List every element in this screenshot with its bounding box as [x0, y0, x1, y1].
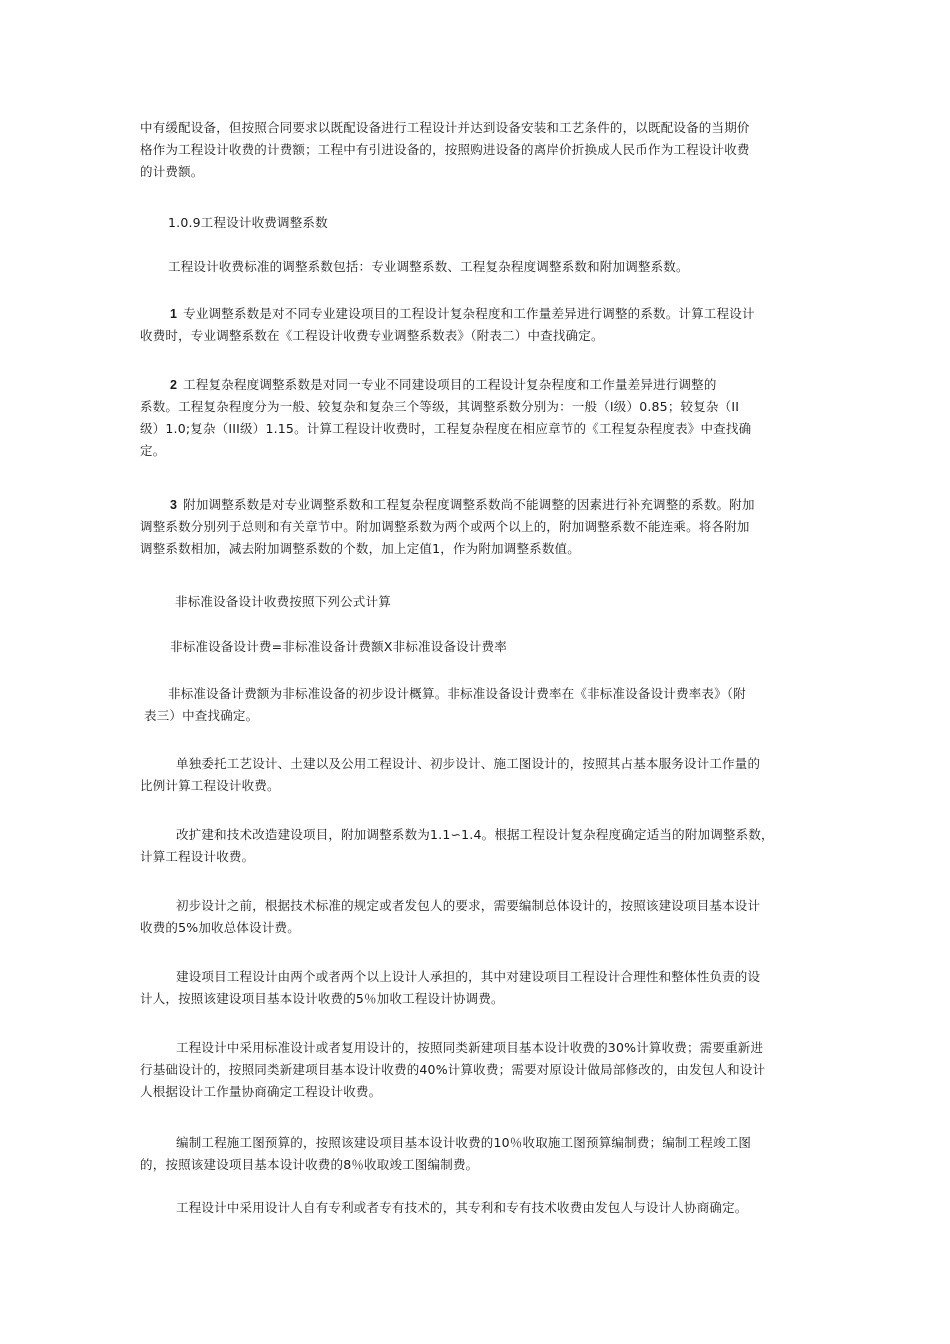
text-line: 的计费额。 — [140, 164, 204, 179]
paragraph-overall-design — [140, 895, 760, 939]
text-line: 工程复杂程度调整系数是对同一专业不同建设项目的工程设计复杂程度和工作量差异进行调整的 — [183, 377, 717, 392]
paragraph-nonstandard-intro: 非标准设备设计收费按照下列公式计算 — [175, 594, 391, 609]
text-line: 非标准设备计费额为非标准设备的初步设计概算。非标准设备设计费率在《非标准设备设计费率表》（附 — [168, 686, 746, 701]
text-line: 定。 — [140, 443, 166, 458]
item-number: 3 — [170, 498, 178, 512]
paragraph-equipment-fee-basis — [140, 117, 750, 183]
text-line: 调整系数分别列于总则和有关章节中。附加调整系数为两个或两个以上的，附加调整系数不能连乘。将各附加 — [140, 519, 750, 534]
text-line: 调整系数相加，减去附加调整系数的个数，加上定值1，作为附加调整系数值。 — [140, 541, 580, 556]
numbered-item-1 — [140, 303, 755, 347]
text-line: 表三）中查找确定。 — [144, 708, 259, 723]
text-line: 改扩建和技术改造建设项目，附加调整系数为1.1∽1.4。根据工程设计复杂程度确定适当的附加调整系数， — [176, 827, 774, 842]
text-line: 编制工程施工图预算的，按照该建设项目基本设计收费的10％收取施工图预算编制费；编制工程竣工图 — [176, 1135, 752, 1150]
text-line: 系数。工程复杂程度分为一般、较复杂和复杂三个等级，其调整系数分别为：一般（I级）0.85；较复杂（II — [140, 399, 740, 414]
paragraph-patents: 工程设计中采用设计人自有专利或者专有技术的，其专利和专有技术收费由发包人与设计人协商确定。 — [176, 1200, 748, 1215]
numbered-item-2 — [140, 374, 751, 462]
numbered-item-3 — [140, 494, 755, 560]
text-line: 计人，按照该建设项目基本设计收费的5％加收工程设计协调费。 — [140, 991, 504, 1006]
text-line: 附加调整系数是对专业调整系数和工程复杂程度调整系数尚不能调整的因素进行补充调整的系数。附加 — [183, 497, 755, 512]
item-number: 2 — [170, 378, 178, 392]
item-number: 1 — [170, 307, 178, 321]
text-line: 的，按照该建设项目基本设计收费的8％收取竣工图编制费。 — [140, 1157, 479, 1172]
text-line: 格作为工程设计收费的计费额；工程中有引进设备的，按照购进设备的离岸价折换成人民币作为工程设计收费 — [140, 142, 750, 157]
section-heading: 1.0.9工程设计收费调整系数 — [168, 215, 328, 230]
text-line: 计算工程设计收费。 — [140, 849, 255, 864]
text-line: 单独委托工艺设计、土建以及公用工程设计、初步设计、施工图设计的，按照其占基本服务设计工作量的 — [176, 756, 761, 771]
text-line: 工程设计中采用标准设计或者复用设计的，按照同类新建项目基本设计收费的30%计算收费；需要重新进 — [176, 1040, 764, 1055]
text-line: 收费的5%加收总体设计费。 — [140, 920, 300, 935]
text-line: 比例计算工程设计收费。 — [140, 778, 280, 793]
paragraph-adjustment-intro: 工程设计收费标准的调整系数包括：专业调整系数、工程复杂程度调整系数和附加调整系数。 — [168, 259, 689, 274]
paragraph-nonstandard-rate — [144, 683, 746, 727]
text-line: 行基础设计的，按照同类新建项目基本设计收费的40%计算收费；需要对原设计做局部修改的，由发包人和设计 — [140, 1062, 766, 1077]
paragraph-standard-design — [140, 1037, 765, 1103]
text-line: 级）1.0;复杂（III级）1.15。计算工程设计收费时，工程复杂程度在相应章节的《工程复杂程度表》中查找确 — [140, 421, 752, 436]
paragraph-budget-drawings — [140, 1132, 751, 1176]
paragraph-renovation — [140, 824, 774, 868]
text-line: 收费时，专业调整系数在《工程设计收费专业调整系数表》（附表二）中查找确定。 — [140, 328, 604, 343]
formula: 非标准设备设计费=非标准设备计费额X非标准设备设计费率 — [170, 639, 507, 654]
text-line: 初步设计之前，根据技术标准的规定或者发包人的要求，需要编制总体设计的，按照该建设项目基本设计 — [176, 898, 761, 913]
text-line: 中有缓配设备，但按照合同要求以既配设备进行工程设计并达到设备安装和工艺条件的，以既配设备的当期价 — [140, 120, 750, 135]
text-line: 建设项目工程设计由两个或者两个以上设计人承担的，其中对建设项目工程设计合理性和整体性负责的设 — [176, 969, 761, 984]
text-line: 专业调整系数是对不同专业建设项目的工程设计复杂程度和工作量差异进行调整的系数。计算工程设计 — [183, 306, 755, 321]
text-line: 人根据设计工作量协商确定工程设计收费。 — [140, 1084, 382, 1099]
paragraph-coordination — [140, 966, 760, 1010]
paragraph-separate-commission — [140, 753, 760, 797]
